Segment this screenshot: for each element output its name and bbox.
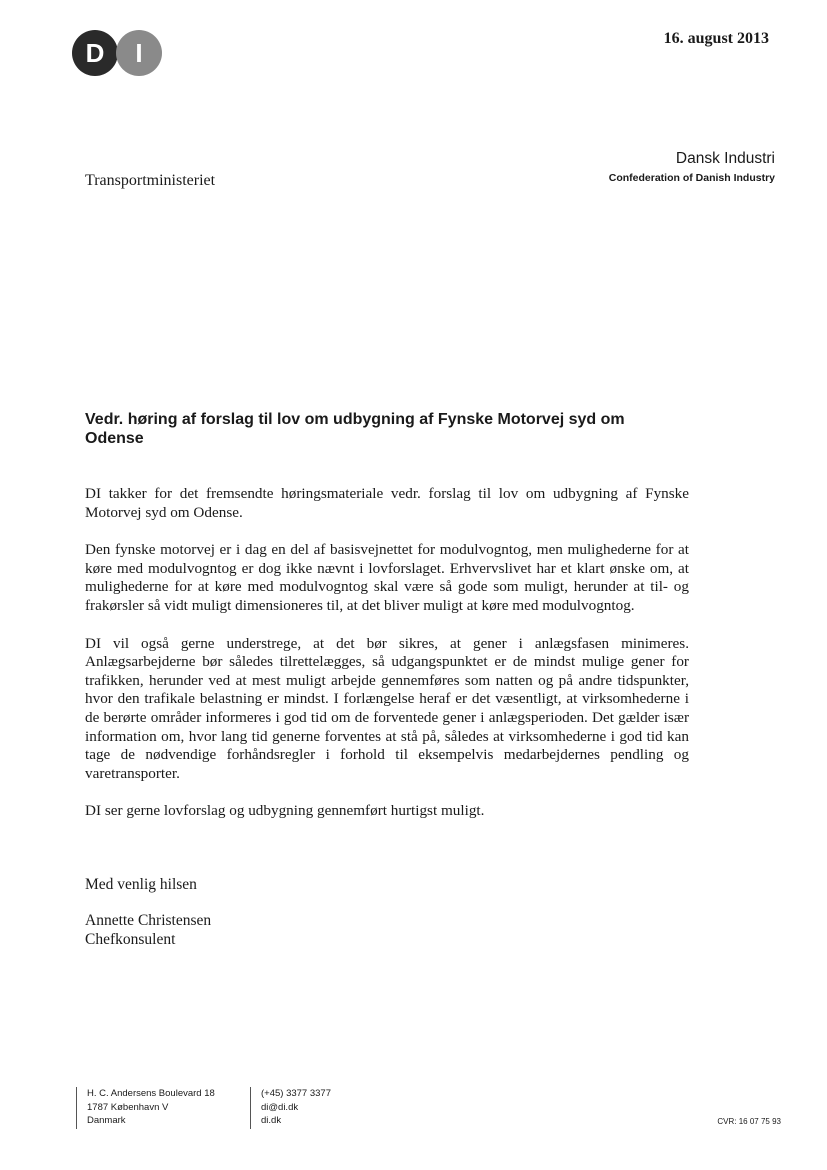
logo-circle-d: D xyxy=(72,30,118,76)
address-line: H. C. Andersens Boulevard 18 xyxy=(87,1088,215,1099)
footer-email: di@di.dk xyxy=(261,1101,299,1113)
greeting: Med venlig hilsen xyxy=(85,876,197,893)
footer-contact xyxy=(250,1087,331,1129)
signer-title: Chefkonsulent xyxy=(85,931,176,948)
letter-body xyxy=(85,485,689,840)
paragraph: Den fynske motorvej er i dag en del af basisvejnettet for modulvogntog, men mulighederne for at køre med modulvogntog er dog ikke nævnt i lovforslaget. Erhvervslivet har et klart ønske om, at mulighederne for at køre med modulvogntog skal være så gode som muligt, herunder at til- og frakørsler så vidt muligt dimensioneres til, at det bliver muligt at køre med modulvogntog. xyxy=(85,541,689,614)
footer-phone: (+45) 3377 3377 xyxy=(261,1088,331,1099)
org-tagline: Confederation of Danish Industry xyxy=(608,172,775,184)
paragraph: DI vil også gerne understrege, at det bør sikres, at gener i anlægsfasen minimeres. Anlægsarbejderne bør således tilrettelægges, så udgangspunktet er de mindst mulige gener for trafikken, herunder ved at mest muligt arbejde gennemføres som natten og på andre tidspunkter, hvor den trafikale belastning er mindst. I forlængelse heraf er det væsentligt, at virksomhederne i de berørte områder informeres i god tid om de forventede gener i anlægsperioden. Det gælder især information om, hvor lang tid generne forventes at stå på, således at virksomhederne i god tid kan tage de nødvendige forhåndsregler i forhold til eksempelvis medarbejdernes pendling og varetransporter. xyxy=(85,634,689,782)
paragraph: DI ser gerne lovforslag og udbygning gennemført hurtigst muligt. xyxy=(85,802,485,820)
letter-date: 16. august 2013 xyxy=(663,30,769,47)
footer-web: di.dk xyxy=(261,1115,282,1126)
logo-circle-i: I xyxy=(116,30,162,76)
letter-closing xyxy=(85,875,211,949)
address-line: Danmark xyxy=(87,1115,126,1126)
footer-cvr: CVR: 16 07 75 93 xyxy=(717,1117,781,1126)
address-line: 1787 København V xyxy=(87,1101,169,1113)
letter-subject: Vedr. høring af forslag til lov om udbygning af Fynske Motorvej syd om Odense xyxy=(85,411,625,447)
paragraph: DI takker for det fremsendte høringsmateriale vedr. forslag til lov om udbygning af Fynske Motorvej syd om Odense. xyxy=(85,485,689,521)
org-name: Dansk Industri xyxy=(675,150,775,167)
footer-address xyxy=(76,1087,215,1129)
signer-name: Annette Christensen xyxy=(85,912,212,929)
di-logo xyxy=(72,30,164,76)
recipient: Transportministeriet xyxy=(85,172,216,189)
sender-org xyxy=(609,150,775,184)
